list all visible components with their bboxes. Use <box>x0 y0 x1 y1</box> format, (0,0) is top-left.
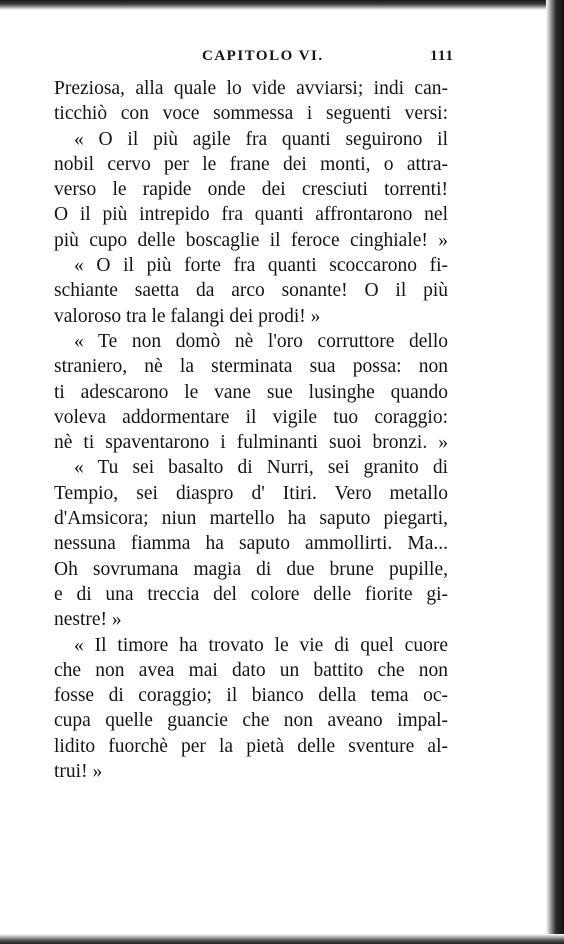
text-line: verso le rapide onde dei cresciuti torrenti! <box>54 179 448 201</box>
page-header <box>54 48 454 70</box>
text-line: nestre! » <box>54 609 122 631</box>
page-number: 111 <box>430 48 454 64</box>
text-line: schiante saetta da arco sonante! O il più <box>54 280 448 302</box>
body-text <box>54 76 448 784</box>
text-line: trui! » <box>54 761 103 783</box>
text-line: lidito fuorchè per la pietà delle sventure al- <box>54 735 448 757</box>
text-line: fosse di coraggio; il bianco della tema oc- <box>54 685 448 707</box>
text-line: O il più intrepido fra quanti affrontarono nel <box>54 204 448 226</box>
text-line: « Tu sei basalto di Nurri, sei granito di <box>74 457 448 479</box>
text-line: Oh sovrumana magia di due brune pupille, <box>54 558 448 580</box>
page-bottom-shadow <box>0 934 564 944</box>
text-line: Tempio, sei diaspro d' Itiri. Vero metallo <box>54 482 448 504</box>
text-line: valoroso tra le falangi dei prodi! » <box>54 305 321 327</box>
text-line: nessuna fiamma ha saputo ammollirti. Ma... <box>54 533 448 555</box>
text-line: nobil cervo per le frane dei monti, o attra- <box>54 153 448 175</box>
text-line: « Il timore ha trovato le vie di quel cuore <box>74 634 448 656</box>
text-line: d'Amsicora; niun martello ha saputo piegarti, <box>54 508 448 530</box>
page-top-shadow <box>0 0 564 10</box>
text-line: Preziosa, alla quale lo vide avviarsi; indi can- <box>54 78 448 99</box>
page-binding-shadow <box>546 0 564 944</box>
text-line: che non avea mai dato un battito che non <box>54 659 448 681</box>
running-head: CAPITOLO VI. <box>202 48 324 64</box>
text-line: « Te non domò nè l'oro corruttore dello <box>74 330 448 352</box>
text-line: ti adescarono le vane sue lusinghe quando <box>54 381 448 403</box>
text-line: ticchiò con voce sommessa i seguenti versi: <box>54 103 448 125</box>
text-line: cupa quelle guancie che non aveano impal- <box>54 710 448 732</box>
text-line: « O il più agile fra quanti seguirono il <box>74 128 448 150</box>
text-line: straniero, nè la sterminata sua possa: non <box>54 356 448 378</box>
text-line: voleva addormentare il vigile tuo coraggio: <box>54 406 448 428</box>
text-line: più cupo delle boscaglie il feroce cinghiale! » <box>54 229 448 251</box>
text-line: e di una treccia del colore delle fiorite gi- <box>54 583 448 605</box>
text-line: nè ti spaventarono i fulminanti suoi bronzi. » <box>54 432 448 454</box>
text-line: « O il più forte fra quanti scoccarono fi- <box>74 255 448 277</box>
